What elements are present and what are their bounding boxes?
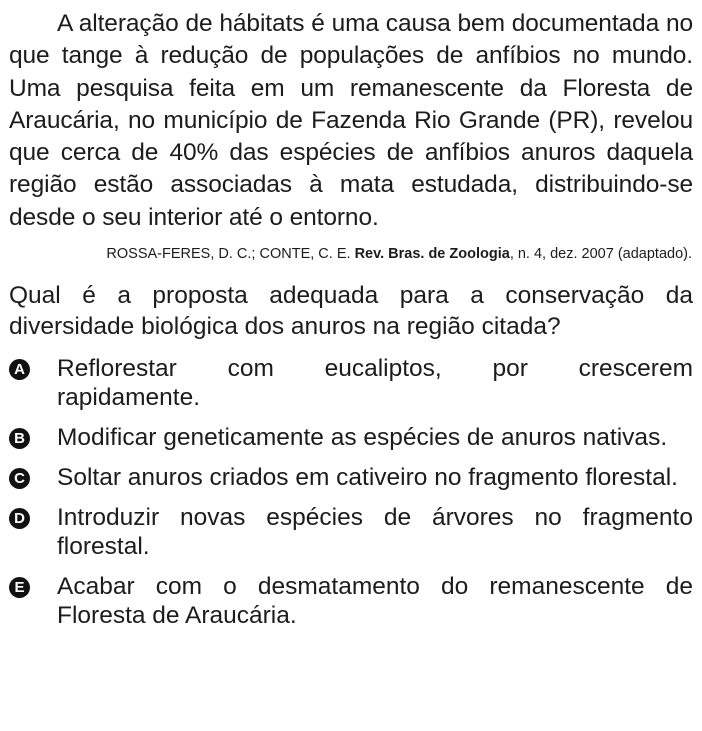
option-e-text: Acabar com o desmatamento do remanescente de Floresta de Araucária. [57, 573, 693, 630]
option-c[interactable] [9, 463, 693, 492]
option-a[interactable] [9, 354, 693, 412]
citation-details: , n. 4, dez. 2007 (adaptado). [509, 246, 692, 263]
citation-journal: Rev. Bras. de Zoologia [354, 246, 510, 263]
passage-text: A alteração de hábitats é uma causa bem documentada no que tange à redução de populações de anfíbios no mundo. Uma pesquisa feita em um remanescente da Floresta de Araucária, no município de Fazenda Rio Grande (PR), revelou que cerca de 40% das espécies de anfíbios anuros daquela região estão associadas à mata estudada, distribuindo-se desde o seu interior até o entorno. [9, 10, 693, 231]
answer-options [9, 354, 693, 630]
option-e[interactable] [9, 572, 693, 630]
citation-authors: ROSSA-FERES, D. C.; CONTE, C. E. [106, 246, 355, 263]
option-b-letter: B [9, 428, 30, 449]
option-d-text: Introduzir novas espécies de árvores no fragmento florestal. [57, 504, 693, 561]
option-d[interactable] [9, 503, 693, 561]
option-c-text: Soltar anuros criados em cativeiro no fragmento florestal. [57, 464, 678, 492]
citation [9, 244, 693, 264]
option-c-letter: C [9, 468, 30, 489]
option-a-text: Reflorestar com eucaliptos, por crescerem rapidamente. [57, 355, 693, 412]
option-b-text: Modificar geneticamente as espécies de anuros nativas. [57, 424, 668, 452]
option-d-letter: D [9, 508, 30, 529]
question-text: Qual é a proposta adequada para a conservação da diversidade biológica dos anuros na região citada? [9, 282, 693, 341]
option-b[interactable] [9, 423, 693, 452]
option-e-letter: E [9, 577, 30, 598]
option-a-letter: A [9, 359, 30, 380]
